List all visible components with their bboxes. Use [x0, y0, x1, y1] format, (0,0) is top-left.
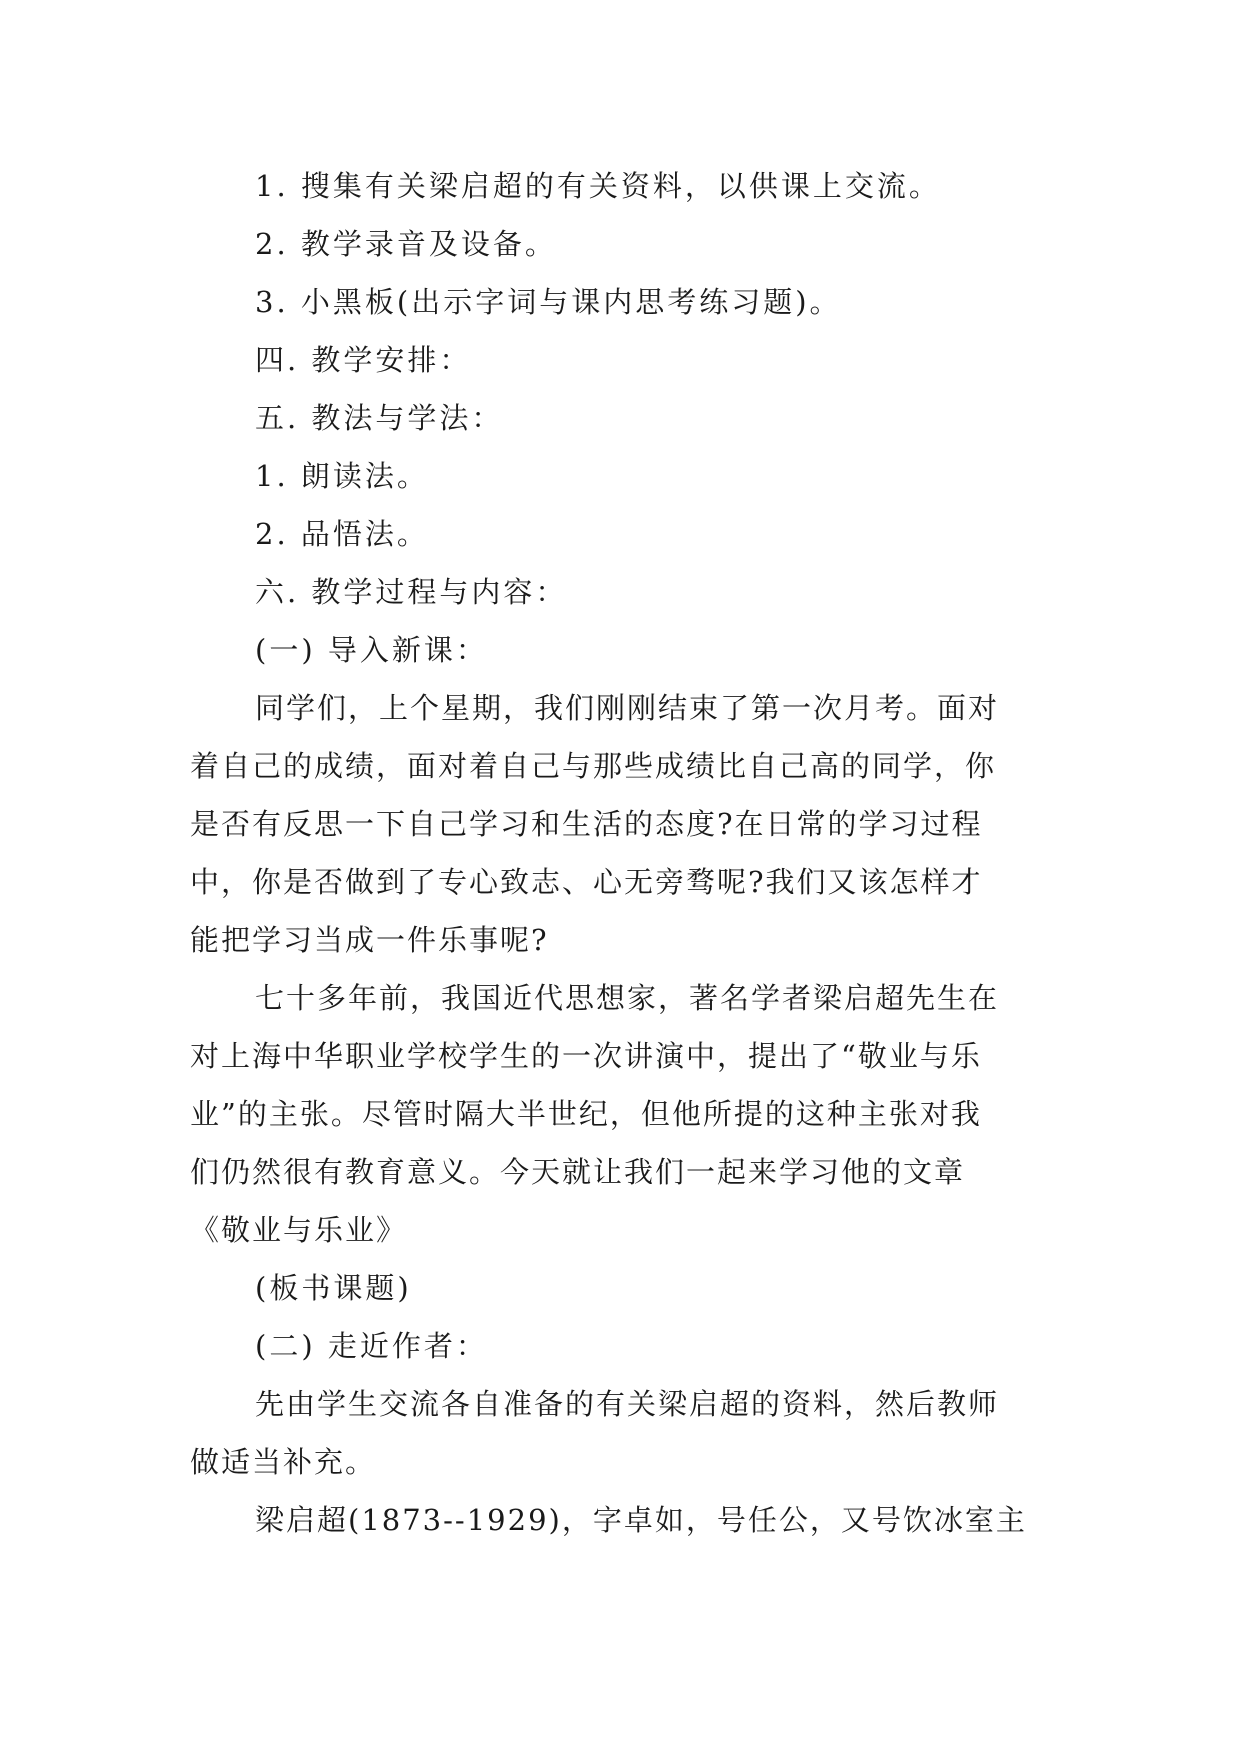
paragraph-line: 们仍然很有教育意义。今天就让我们一起来学习他的文章	[190, 1155, 966, 1189]
list-item-recording-equipment: 2. 教学录音及设备。	[255, 227, 557, 261]
paragraph-line: 七十多年前，我国近代思想家，著名学者梁启超先生在	[255, 981, 1000, 1015]
section-heading-methods: 五. 教法与学法：	[255, 401, 504, 435]
board-title-note: (板书课题)	[255, 1271, 412, 1305]
paragraph-line: 梁启超(1873--1929)，字卓如，号任公，又号饮冰室主	[255, 1503, 1027, 1537]
subsection-heading-introduction: (一) 导入新课：	[255, 633, 488, 667]
paragraph-line: 对上海中华职业学校学生的一次讲演中，提出了“敬业与乐	[190, 1039, 982, 1073]
paragraph-line: 着自己的成绩，面对着自己与那些成绩比自己高的同学，你	[190, 749, 997, 783]
paragraph-line: 业”的主张。尽管时隔大半世纪，但他所提的这种主张对我	[190, 1097, 982, 1131]
paragraph-line: 是否有反思一下自己学习和生活的态度?在日常的学习过程	[190, 807, 983, 841]
paragraph-line: 做适当补充。	[190, 1445, 377, 1479]
paragraph-line: 先由学生交流各自准备的有关梁启超的资料，然后教师	[255, 1387, 1000, 1421]
list-item-comprehension-method: 2. 品悟法。	[255, 517, 429, 551]
subsection-heading-author: (二) 走近作者：	[255, 1329, 488, 1363]
paragraph-line: 能把学习当成一件乐事呢?	[190, 923, 549, 957]
section-heading-process: 六. 教学过程与内容：	[255, 575, 568, 609]
section-heading-teaching-schedule: 四. 教学安排：	[255, 343, 472, 377]
list-item-collect-materials: 1. 搜集有关梁启超的有关资料，以供课上交流。	[255, 169, 941, 203]
paragraph-line: 同学们，上个星期，我们刚刚结束了第一次月考。面对	[255, 691, 1000, 725]
paragraph-line: 《敬业与乐业》	[190, 1213, 408, 1247]
paragraph-line: 中，你是否做到了专心致志、心无旁骛呢?我们又该怎样才	[190, 865, 983, 899]
list-item-small-blackboard: 3. 小黑板(出示字词与课内思考练习题)。	[255, 285, 842, 319]
list-item-reading-method: 1. 朗读法。	[255, 459, 429, 493]
